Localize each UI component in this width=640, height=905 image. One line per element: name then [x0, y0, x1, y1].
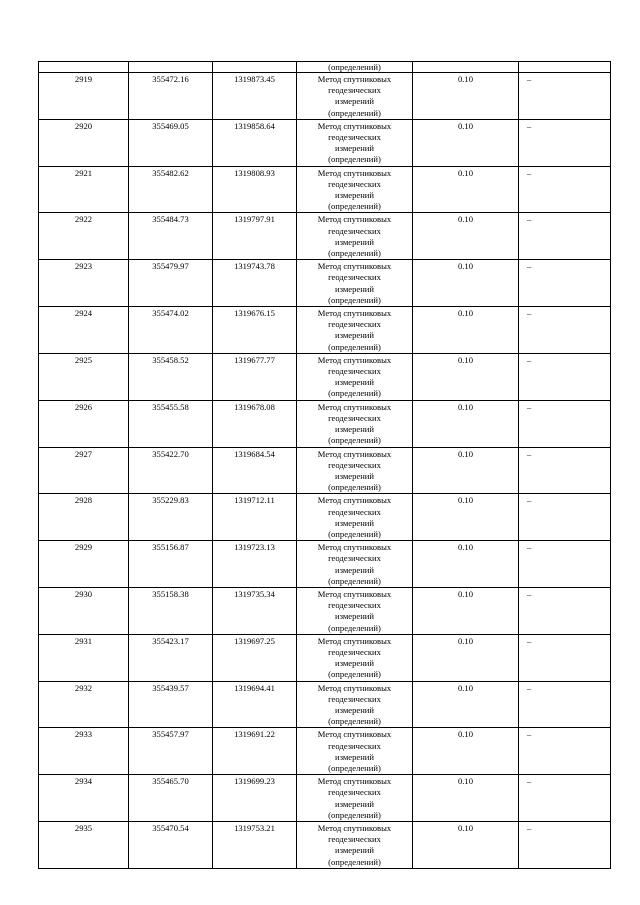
cell-x: 355465.70 [129, 775, 213, 822]
cell-y: 1319678.08 [213, 400, 297, 447]
method-line: Метод спутниковых [317, 588, 392, 599]
cell-method [297, 119, 413, 166]
method-line: измерений [334, 517, 375, 528]
method-line: измерений [334, 704, 375, 715]
method-line: измерений [334, 424, 375, 435]
cell-note: – [519, 213, 611, 260]
cell-method [297, 822, 413, 869]
cell-method [297, 307, 413, 354]
table-body [39, 62, 611, 869]
cell-method [297, 447, 413, 494]
method-line: (определений) [328, 809, 381, 820]
cell-x: 355482.62 [129, 166, 213, 213]
cell-x: 355423.17 [129, 634, 213, 681]
method-line: измерений [334, 611, 375, 622]
table-row [39, 307, 611, 354]
cell-accuracy: 0.10 [413, 541, 519, 588]
method-line: геодезических [328, 740, 381, 751]
method-line: геодезических [328, 366, 381, 377]
method-line: (определений) [328, 294, 381, 305]
cell-y: 1319677.77 [213, 353, 297, 400]
cell-y: 1319676.15 [213, 307, 297, 354]
cell-x: 355458.52 [129, 353, 213, 400]
method-line: измерений [334, 751, 375, 762]
method-line: геодезических [328, 412, 381, 423]
cell-method [297, 775, 413, 822]
method-line: Метод спутниковых [317, 167, 392, 178]
cell-x: 355156.87 [129, 541, 213, 588]
cell-y: 1319697.25 [213, 634, 297, 681]
cell-accuracy: 0.10 [413, 400, 519, 447]
cell-x: 355470.54 [129, 822, 213, 869]
cell-x: 355479.97 [129, 260, 213, 307]
method-line: Метод спутниковых [317, 354, 392, 365]
cell-y: 1319743.78 [213, 260, 297, 307]
cell-note: – [519, 119, 611, 166]
cell-note: – [519, 166, 611, 213]
cell-note: – [519, 681, 611, 728]
method-line: Метод спутниковых [317, 261, 392, 272]
method-line: Метод спутниковых [317, 682, 392, 693]
cell-point-number: 2929 [39, 541, 129, 588]
cell-accuracy: 0.10 [413, 494, 519, 541]
cell-point-number: 2930 [39, 587, 129, 634]
method-line: (определений) [328, 435, 381, 446]
cell-note [519, 62, 611, 73]
method-line: Метод спутниковых [317, 120, 392, 131]
method-line: геодезических [328, 787, 381, 798]
method-line: геодезических [328, 85, 381, 96]
cell-x [129, 62, 213, 73]
method-line: Метод спутниковых [317, 495, 392, 506]
cell-point-number: 2922 [39, 213, 129, 260]
method-line: Метод спутниковых [317, 823, 392, 833]
cell-method [297, 400, 413, 447]
cell-accuracy: 0.10 [413, 681, 519, 728]
cell-note: – [519, 73, 611, 120]
cell-note: – [519, 307, 611, 354]
method-line: измерений [334, 470, 375, 481]
method-line: геодезических [328, 693, 381, 704]
table-row [39, 494, 611, 541]
method-line: Метод спутниковых [317, 214, 392, 225]
method-line: (определений) [328, 201, 381, 212]
cell-method [297, 260, 413, 307]
method-line: (определений) [328, 762, 381, 773]
cell-x: 355422.70 [129, 447, 213, 494]
cell-point-number: 2935 [39, 822, 129, 869]
method-line: геодезических [328, 225, 381, 236]
cell-point-number: 2927 [39, 447, 129, 494]
cell-method [297, 681, 413, 728]
cell-note: – [519, 541, 611, 588]
cell-accuracy: 0.10 [413, 822, 519, 869]
cell-note: – [519, 494, 611, 541]
method-line: измерений [334, 564, 375, 575]
cell-note: – [519, 728, 611, 775]
cell-note: – [519, 822, 611, 869]
method-line: (определений) [328, 622, 381, 633]
cell-method [297, 494, 413, 541]
method-line: (определений) [328, 341, 381, 352]
cell-note: – [519, 587, 611, 634]
cell-point-number: 2921 [39, 166, 129, 213]
method-line: геодезических [328, 646, 381, 657]
cell-note: – [519, 447, 611, 494]
table-row [39, 681, 611, 728]
cell-x: 355455.58 [129, 400, 213, 447]
method-line: измерений [334, 330, 375, 341]
method-line: измерений [334, 236, 375, 247]
cell-y: 1319691.22 [213, 728, 297, 775]
cell-note: – [519, 400, 611, 447]
cell-point-number [39, 62, 129, 73]
method-line: (определений) [328, 716, 381, 727]
cell-x: 355457.97 [129, 728, 213, 775]
method-line: (определений) [328, 856, 381, 867]
method-line: измерений [334, 283, 375, 294]
cell-accuracy: 0.10 [413, 307, 519, 354]
table-row [39, 775, 611, 822]
cell-x: 355474.02 [129, 307, 213, 354]
method-line: геодезических [328, 132, 381, 143]
cell-y: 1319808.93 [213, 166, 297, 213]
cell-y: 1319753.21 [213, 822, 297, 869]
table-row [39, 728, 611, 775]
cell-x: 355439.57 [129, 681, 213, 728]
method-line: (определений) [328, 107, 381, 118]
method-line: Метод спутниковых [317, 635, 392, 646]
method-line: геодезических [328, 553, 381, 564]
cell-point-number: 2923 [39, 260, 129, 307]
cell-method [297, 728, 413, 775]
table-row [39, 260, 611, 307]
cell-accuracy: 0.10 [413, 587, 519, 634]
cell-method [297, 634, 413, 681]
method-line: геодезических [328, 272, 381, 283]
cell-note: – [519, 775, 611, 822]
method-line: измерений [334, 798, 375, 809]
table-row [39, 119, 611, 166]
cell-x: 355158.38 [129, 587, 213, 634]
method-line: (определений) [328, 528, 381, 539]
cell-point-number: 2933 [39, 728, 129, 775]
method-line: (определений) [328, 482, 381, 493]
table-row [39, 634, 611, 681]
cell-method [297, 353, 413, 400]
cell-y: 1319684.54 [213, 447, 297, 494]
method-line: (определений) [328, 388, 381, 399]
table-row [39, 213, 611, 260]
cell-x: 355229.83 [129, 494, 213, 541]
cell-y: 1319712.11 [213, 494, 297, 541]
cell-x: 355469.05 [129, 119, 213, 166]
table-row [39, 587, 611, 634]
cell-x: 355472.16 [129, 73, 213, 120]
method-line: (определений) [328, 669, 381, 680]
method-line: геодезических [328, 834, 381, 845]
cell-y: 1319858.64 [213, 119, 297, 166]
cell-point-number: 2931 [39, 634, 129, 681]
cell-accuracy: 0.10 [413, 166, 519, 213]
cell-y: 1319797.91 [213, 213, 297, 260]
cell-method [297, 587, 413, 634]
table-row [39, 166, 611, 213]
method-line: геодезических [328, 459, 381, 470]
cell-accuracy: 0.10 [413, 728, 519, 775]
method-line: Метод спутниковых [317, 308, 392, 319]
cell-accuracy: 0.10 [413, 447, 519, 494]
coordinates-table [38, 61, 611, 869]
method-line: Метод спутниковых [317, 74, 392, 84]
table-row [39, 447, 611, 494]
method-line: (определений) [328, 248, 381, 259]
method-line: измерений [334, 190, 375, 201]
method-line: Метод спутниковых [317, 776, 392, 787]
method-line: (определений) [328, 575, 381, 586]
cell-method [297, 541, 413, 588]
cell-note: – [519, 634, 611, 681]
cell-y: 1319723.13 [213, 541, 297, 588]
table-row [39, 353, 611, 400]
cell-point-number: 2934 [39, 775, 129, 822]
cell-accuracy: 0.10 [413, 73, 519, 120]
continuation-row [39, 62, 611, 73]
cell-y: 1319694.41 [213, 681, 297, 728]
method-line: Метод спутниковых [317, 448, 392, 459]
method-line: геодезических [328, 319, 381, 330]
method-line: измерений [334, 143, 375, 154]
cell-method [297, 213, 413, 260]
cell-y [213, 62, 297, 73]
table-row [39, 822, 611, 869]
cell-note: – [519, 353, 611, 400]
cell-y: 1319735.34 [213, 587, 297, 634]
method-line: геодезических [328, 178, 381, 189]
method-line: измерений [334, 658, 375, 669]
method-line: измерений [334, 845, 375, 856]
cell-point-number: 2925 [39, 353, 129, 400]
cell-accuracy: 0.10 [413, 213, 519, 260]
cell-note: – [519, 260, 611, 307]
cell-accuracy [413, 62, 519, 73]
cell-accuracy: 0.10 [413, 775, 519, 822]
cell-point-number: 2932 [39, 681, 129, 728]
cell-method: (определений) [297, 62, 413, 73]
cell-point-number: 2920 [39, 119, 129, 166]
cell-accuracy: 0.10 [413, 353, 519, 400]
cell-accuracy: 0.10 [413, 260, 519, 307]
method-line: (определений) [328, 154, 381, 165]
coordinates-sheet [38, 61, 610, 869]
table-row [39, 73, 611, 120]
method-line: геодезических [328, 506, 381, 517]
table-row [39, 541, 611, 588]
method-line: измерений [334, 96, 375, 107]
cell-y: 1319873.45 [213, 73, 297, 120]
cell-point-number: 2926 [39, 400, 129, 447]
cell-point-number: 2924 [39, 307, 129, 354]
method-line: измерений [334, 377, 375, 388]
cell-x: 355484.73 [129, 213, 213, 260]
cell-y: 1319699.23 [213, 775, 297, 822]
cell-point-number: 2919 [39, 73, 129, 120]
cell-point-number: 2928 [39, 494, 129, 541]
method-line: Метод спутниковых [317, 542, 392, 553]
cell-method [297, 73, 413, 120]
method-line: Метод спутниковых [317, 401, 392, 412]
table-row [39, 400, 611, 447]
cell-accuracy: 0.10 [413, 119, 519, 166]
method-line: геодезических [328, 600, 381, 611]
cell-accuracy: 0.10 [413, 634, 519, 681]
method-line: Метод спутниковых [317, 729, 392, 740]
cell-method [297, 166, 413, 213]
